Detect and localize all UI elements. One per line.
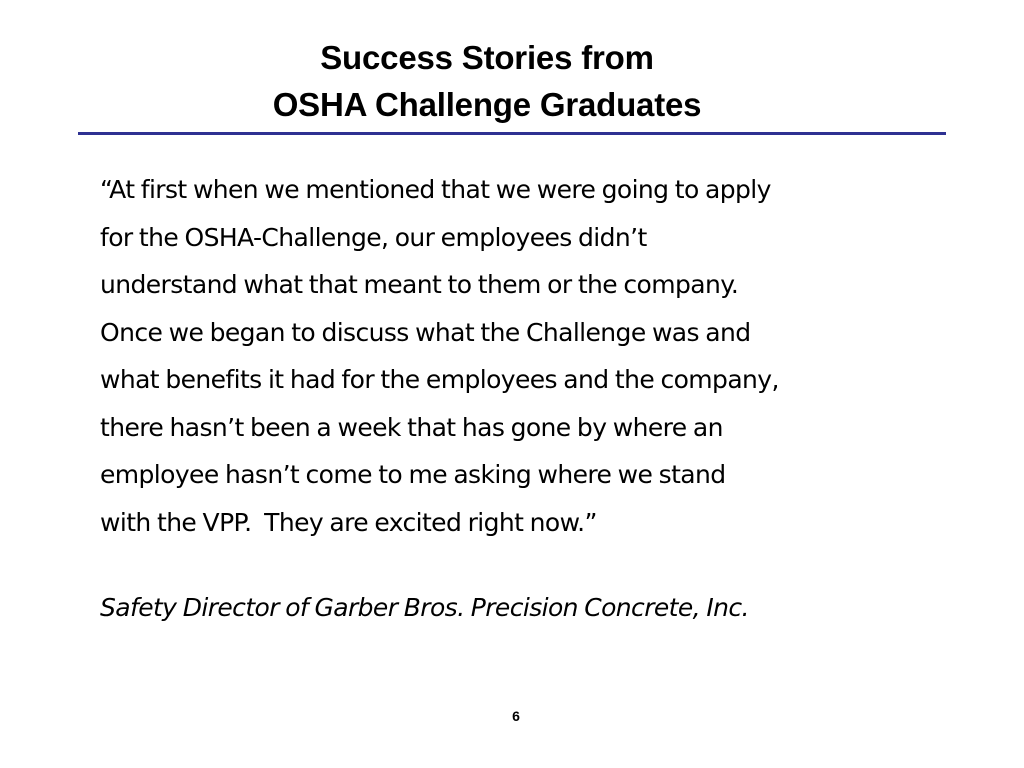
quote-line: understand what that meant to them or the company.	[100, 270, 739, 299]
slide-title-line-2: OSHA Challenge Graduates	[272, 86, 702, 123]
quote-line: with the VPP. They are excited right now.”	[100, 507, 597, 537]
testimonial-quote	[100, 166, 980, 546]
slide-title-line-1: Success Stories from	[320, 39, 654, 76]
title-divider	[78, 132, 946, 135]
page-number: 6	[512, 708, 520, 724]
quote-line: Once we began to discuss what the Challenge was and	[100, 317, 751, 347]
slide-title	[0, 34, 974, 128]
quote-line: employee hasn’t come to me asking where we stand	[100, 460, 726, 489]
quote-line: what benefits it had for the employees and the company,	[100, 365, 779, 394]
quote-line: for the OSHA-Challenge, our employees didn’t	[100, 222, 647, 252]
quote-line: “At first when we mentioned that we were going to apply	[100, 175, 771, 204]
quote-attribution: Safety Director of Garber Bros. Precision Concrete, Inc.	[100, 593, 749, 622]
quote-line: there hasn’t been a week that has gone by where an	[100, 412, 723, 442]
